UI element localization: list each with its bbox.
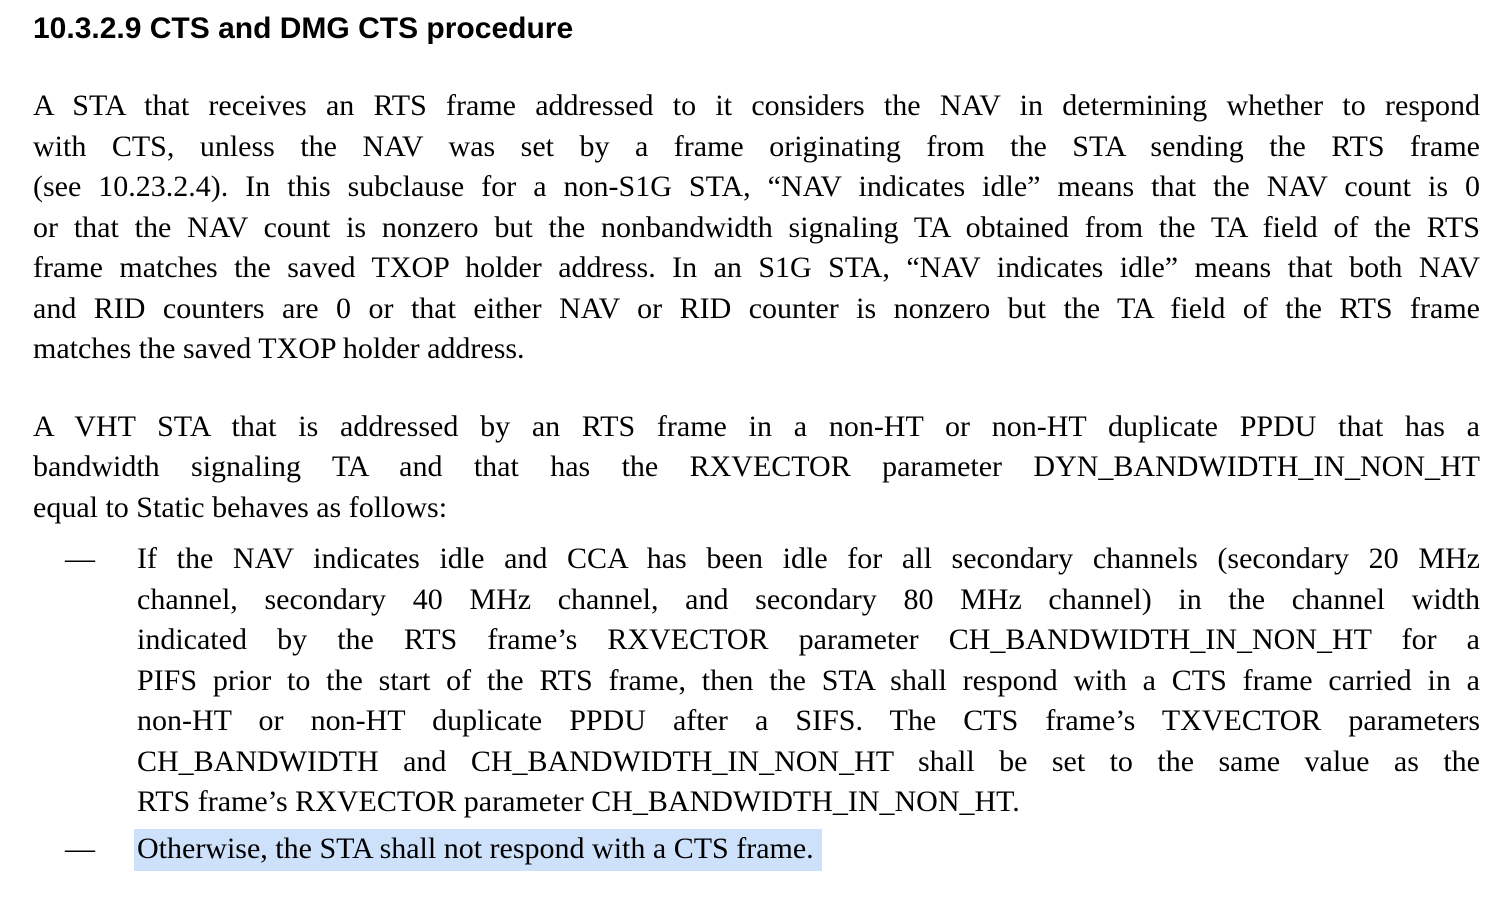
section-heading: 10.3.2.9 CTS and DMG CTS procedure [33, 12, 574, 45]
text-line: CH_BANDWIDTH and CH_BANDWIDTH_IN_NON_HT shall be set to the same value as the [137, 744, 1480, 778]
text-line: non-HT or non-HT duplicate PPDU after a SIFS. The CTS frame’s TXVECTOR parameters [137, 704, 1480, 737]
text-line: equal to Static behaves as follows: [33, 490, 448, 524]
text-line: frame matches the saved TXOP holder address. In an S1G STA, “NAV indicates idle” means that both NAV [33, 251, 1480, 284]
text-line: channel, secondary 40 MHz channel, and secondary 80 MHz channel) in the channel width [137, 582, 1480, 616]
text-line: RTS frame’s RXVECTOR parameter CH_BANDWIDTH_IN_NON_HT. [137, 785, 1020, 818]
text-line: A VHT STA that is addressed by an RTS frame in a non-HT or non-HT duplicate PPDU that has a [33, 409, 1480, 443]
text-line: PIFS prior to the start of the RTS frame, then the STA shall respond with a CTS frame carried in a [137, 663, 1480, 697]
dash-list [33, 539, 1480, 869]
text-line: If the NAV indicates idle and CCA has been idle for all secondary channels (secondary 20 MHz [137, 542, 1480, 575]
list-item [33, 829, 1480, 870]
dash-bullet: — [65, 542, 95, 575]
document-body [33, 86, 1480, 869]
text-line: and RID counters are 0 or that either NAV or RID counter is nonzero but the TA field of the RTS frame [33, 291, 1480, 325]
text-line: indicated by the RTS frame’s RXVECTOR parameter CH_BANDWIDTH_IN_NON_HT for a [137, 623, 1480, 656]
text-line: or that the NAV count is nonzero but the nonbandwidth signaling TA obtained from the TA field of the RTS [33, 210, 1480, 244]
text-line: matches the saved TXOP holder address. [33, 332, 525, 365]
paragraph [33, 86, 1480, 370]
text-line: A STA that receives an RTS frame addressed to it considers the NAV in determining whether to respond [33, 89, 1480, 122]
dash-bullet: — [65, 831, 95, 865]
text-line [137, 829, 1480, 870]
list-item [33, 539, 1480, 823]
text-line: with CTS, unless the NAV was set by a frame originating from the STA sending the RTS frame [33, 129, 1480, 163]
highlighted-text: Otherwise, the STA shall not respond with a CTS frame. [134, 829, 822, 871]
text-line: (see 10.23.2.4). In this subclause for a non-S1G STA, “NAV indicates idle” means that the NAV count is 0 [33, 170, 1480, 203]
text-line: bandwidth signaling TA and that has the RXVECTOR parameter DYN_BANDWIDTH_IN_NON_HT [33, 450, 1480, 483]
paragraph [33, 407, 1480, 529]
